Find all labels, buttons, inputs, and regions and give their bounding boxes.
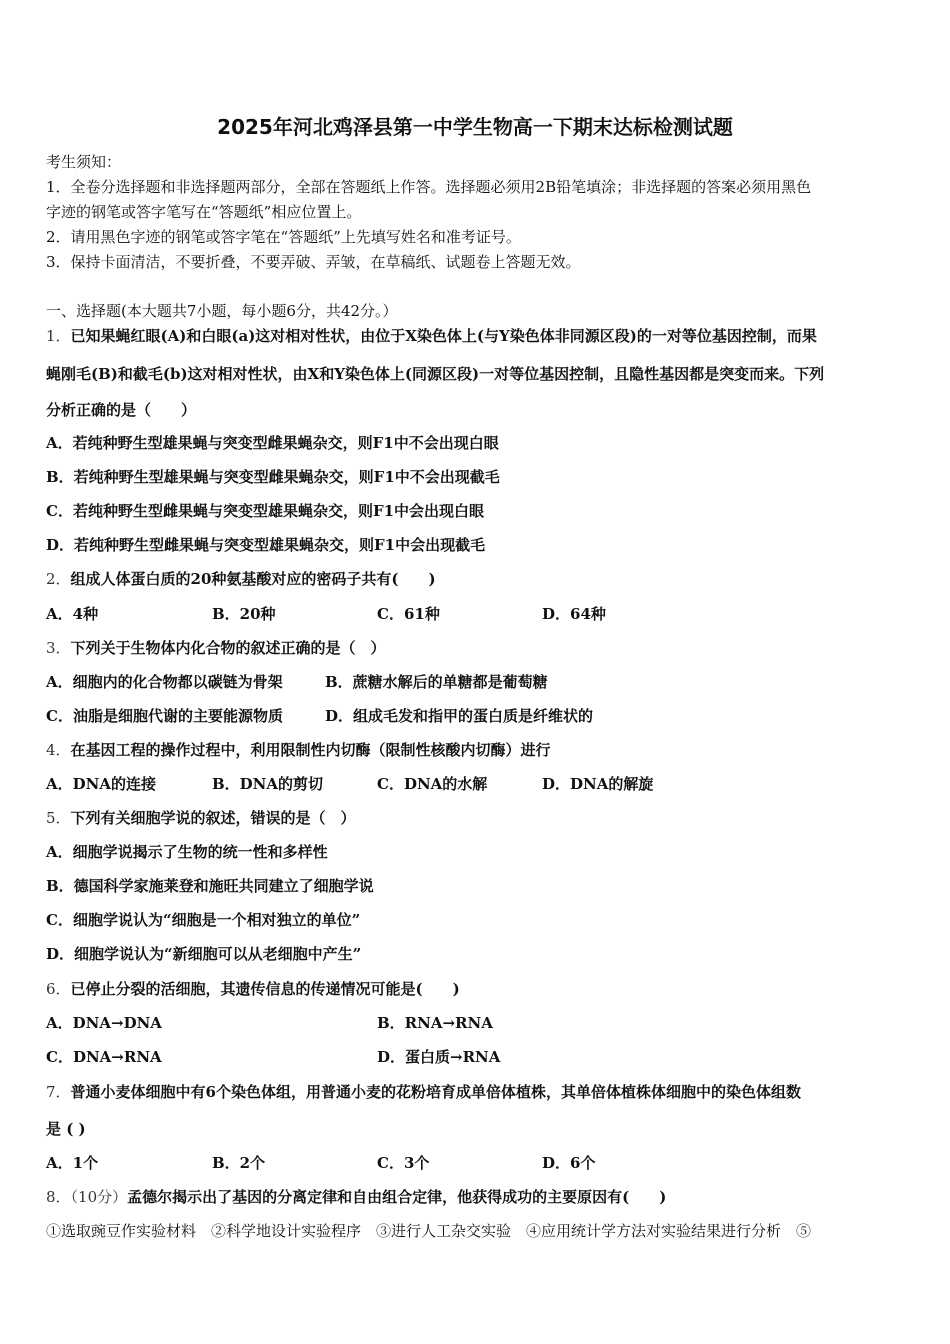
- question-text: 已知果蝇红眼(A)和白眼(a)这对相对性状，由位于X染色体上(与Y染色体非同源区段)的一对等位基因控制，而果: [70, 327, 817, 345]
- question-text: 组成人体蛋白质的20种氨基酸对应的密码子共有( ): [70, 570, 436, 588]
- question-text: 已停止分裂的活细胞，其遗传信息的传递情况可能是( ): [70, 980, 460, 998]
- option-d: D．64种: [542, 605, 606, 623]
- question-text: 在基因工程的操作过程中，利用限制性内切酶（限制性核酸内切酶）进行: [70, 741, 551, 759]
- option-c: C．61种: [377, 605, 440, 623]
- page-title: 2025年河北鸡泽县第一中学生物高一下期末达标检测试题: [217, 115, 733, 139]
- question-items: ①选取豌豆作实验材料 ②科学地设计实验程序 ③进行人工杂交实验 ④应用统计学方法对实验结果进行分析 ⑤: [46, 1222, 812, 1240]
- question-3: [46, 638, 386, 658]
- question-text: 普通小麦体细胞中有6个染色体组，用普通小麦的花粉培育成单倍体植株，其单倍体植株体细胞中的染色体组数: [70, 1083, 801, 1101]
- option-b: B．2个: [212, 1154, 266, 1172]
- notice-item: 3．保持卡面清洁，不要折叠，不要弄破、弄皱，在草稿纸、试题卷上答题无效。: [46, 253, 581, 271]
- option-a: A．4种: [46, 605, 99, 623]
- notice-item: 字迹的钢笔或答字笔写在“答题纸”相应位置上。: [46, 203, 362, 221]
- notice-heading: 考生须知：: [46, 153, 122, 171]
- question-6: [46, 979, 460, 999]
- option-c: C．DNA的水解: [377, 775, 488, 793]
- option-b: B．DNA的剪切: [212, 775, 324, 793]
- question-number: 6．: [46, 980, 71, 998]
- question-number: 5．: [46, 809, 71, 827]
- option-a: A．DNA→DNA: [46, 1014, 162, 1032]
- option-c: C．DNA→RNA: [46, 1048, 162, 1066]
- option-d: D．组成毛发和指甲的蛋白质是纤维状的: [325, 707, 594, 725]
- option-a: A．DNA的连接: [46, 775, 156, 793]
- question-number: 4．: [46, 741, 71, 759]
- notice-item: 2．请用黑色字迹的钢笔或答字笔在“答题纸”上先填写姓名和准考证号。: [46, 228, 521, 246]
- question-text-continued: 分析正确的是（ ）: [46, 401, 197, 419]
- option-b: B．蔗糖水解后的单糖都是葡萄糖: [325, 673, 548, 691]
- option-b: B．RNA→RNA: [377, 1014, 493, 1032]
- question-7: [46, 1082, 801, 1102]
- question-text-continued: 蝇刚毛(B)和截毛(b)这对相对性状，由X和Y染色体上(同源区段)一对等位基因控制，且隐性基因都是突变而来。下列: [46, 365, 825, 383]
- question-text: 孟德尔揭示出了基因的分离定律和自由组合定律，他获得成功的主要原因有( ): [127, 1188, 667, 1206]
- question-5: [46, 808, 356, 828]
- notice-item: 1．全卷分选择题和非选择题两部分，全部在答题纸上作答。选择题必须用2B铅笔填涂；非选择题的答案必须用黑色: [46, 178, 812, 196]
- question-number: 1．: [46, 327, 71, 345]
- question-2: [46, 569, 436, 589]
- question-text: 下列关于生物体内化合物的叙述正确的是（ ）: [70, 639, 386, 657]
- question-number: 8．: [46, 1188, 71, 1206]
- question-4: [46, 740, 551, 760]
- option-d: D．6个: [542, 1154, 596, 1172]
- option-c: C．若纯种野生型雌果蝇与突变型雄果蝇杂交，则F1中会出现白眼: [46, 502, 485, 520]
- question-number: 3．: [46, 639, 71, 657]
- question-number: 7．: [46, 1083, 71, 1101]
- question-text: 下列有关细胞学说的叙述，错误的是（ ）: [70, 809, 356, 827]
- option-b: B．若纯种野生型雄果蝇与突变型雌果蝇杂交，则F1中不会出现截毛: [46, 468, 500, 486]
- question-text-continued: 是 ( ): [46, 1120, 86, 1138]
- question-number: 2．: [46, 570, 71, 588]
- option-d: D．若纯种野生型雌果蝇与突变型雄果蝇杂交，则F1中会出现截毛: [46, 536, 486, 554]
- option-a: A．1个: [46, 1154, 99, 1172]
- option-d: D．细胞学说认为“新细胞可以从老细胞中产生”: [46, 945, 362, 963]
- question-score: （10分）: [70, 1188, 128, 1206]
- option-b: B．20种: [212, 605, 276, 623]
- question-1: [46, 326, 817, 346]
- option-c: C．3个: [377, 1154, 430, 1172]
- question-8: [46, 1187, 666, 1207]
- option-a: A．细胞学说揭示了生物的统一性和多样性: [46, 843, 328, 861]
- option-b: B．德国科学家施莱登和施旺共同建立了细胞学说: [46, 877, 374, 895]
- option-c: C．细胞学说认为“细胞是一个相对独立的单位”: [46, 911, 361, 929]
- section-heading: 一、选择题(本大题共7小题，每小题6分，共42分。）: [46, 302, 398, 320]
- option-a: A．若纯种野生型雄果蝇与突变型雌果蝇杂交，则F1中不会出现白眼: [46, 434, 499, 452]
- option-d: D．DNA的解旋: [542, 775, 654, 793]
- option-a: A．细胞内的化合物都以碳链为骨架: [46, 673, 283, 691]
- option-d: D．蛋白质→RNA: [377, 1048, 501, 1066]
- option-c: C．油脂是细胞代谢的主要能源物质: [46, 707, 283, 725]
